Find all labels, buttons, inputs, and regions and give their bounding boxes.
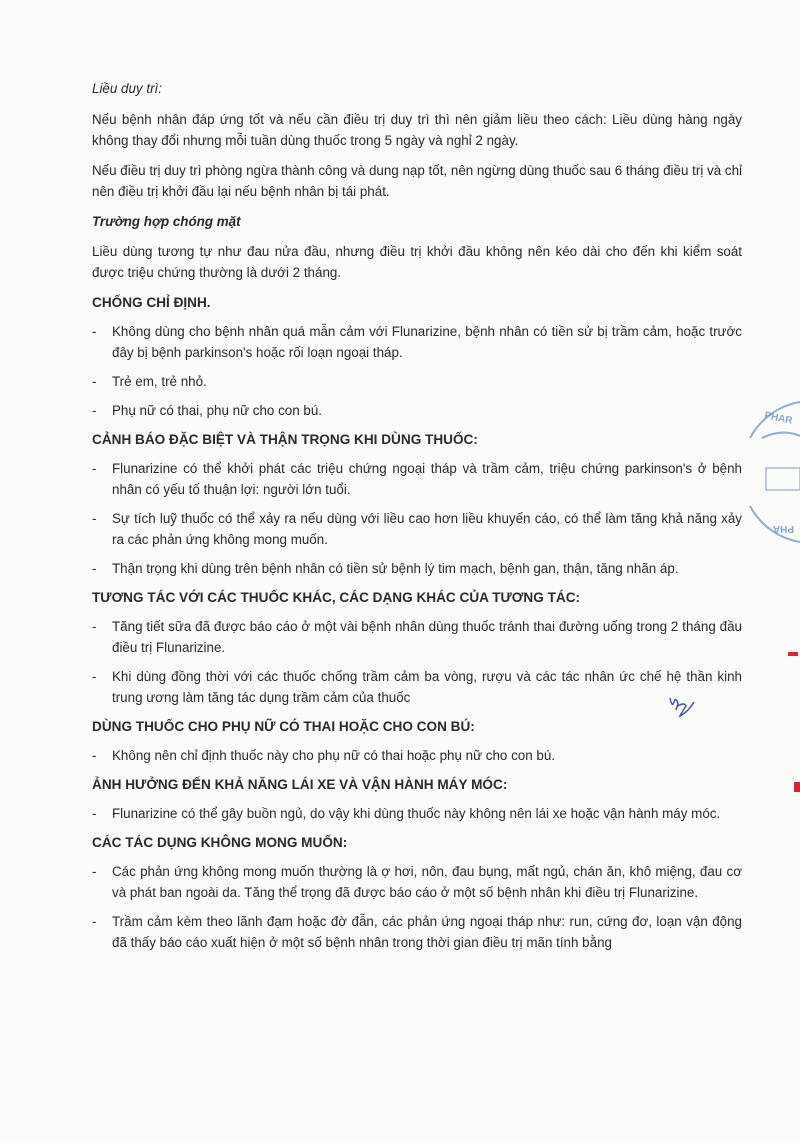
section-heading: CẢNH BÁO ĐẶC BIỆT VÀ THẬN TRỌNG KHI DÙNG THUỐC: <box>92 432 478 447</box>
section-heading: CÁC TÁC DỤNG KHÔNG MONG MUỐN: <box>92 835 348 850</box>
bullet-marker: - <box>92 403 97 418</box>
red-edge-mark <box>794 782 800 792</box>
list-item <box>92 803 742 824</box>
list-item-text: Phụ nữ có thai, phụ nữ cho con bú. <box>112 403 323 418</box>
section-heading: TƯƠNG TÁC VỚI CÁC THUỐC KHÁC, CÁC DẠNG KHÁC CỦA TƯƠNG TÁC: <box>92 590 581 605</box>
list-item-text: Trầm cảm kèm theo lãnh đạm hoặc đờ đẫn, các phản ứng ngoại tháp như: run, cứng đơ, loạn vận động đã thấy báo cáo xuất hiện ở một số bệnh nhân trong thời gian điều trị mãn tính bằng <box>112 914 742 950</box>
stamp-text-top: PHAR <box>763 410 794 427</box>
list-item-text: Khi dùng đồng thời với các thuốc chống trầm cảm ba vòng, rượu và các tác nhân ức chế hệ thần kinh trung ương làm tăng tác dụng trầm cảm của thuốc <box>112 669 742 705</box>
bullet-marker: - <box>92 511 97 526</box>
list-item-text: Flunarizine có thể gây buồn ngủ, do vậy khi dùng thuốc này không nên lái xe hoặc vận hành máy móc. <box>112 806 721 821</box>
red-edge-mark <box>788 652 798 656</box>
bullet-marker: - <box>92 619 97 634</box>
list-item-text: Không dùng cho bệnh nhân quá mẫn cảm với Flunarizine, bệnh nhân có tiền sử bị trầm cảm, hoặc trước đây bị bệnh parkinson's hoặc rối loạn ngoại tháp. <box>112 324 742 360</box>
stamp-text-bottom: PHA <box>772 523 794 534</box>
section-heading: CHỐNG CHỈ ĐỊNH. <box>92 295 211 310</box>
list-item <box>92 861 742 903</box>
subheading: Trường hợp chóng mặt <box>92 214 241 229</box>
bullet-marker: - <box>92 561 97 576</box>
list-item <box>92 458 742 500</box>
handwritten-initials <box>664 692 698 720</box>
list-item <box>92 508 742 550</box>
bullet-marker: - <box>92 748 97 763</box>
subheading: Liều duy trì: <box>92 81 162 96</box>
bullet-marker: - <box>92 374 97 389</box>
list-item-text: Sự tích luỹ thuốc có thể xảy ra nếu dùng với liều cao hơn liều khuyến cáo, có thể làm tăng khả năng xảy ra các phản ứng không mong muốn. <box>112 511 742 547</box>
list-item-text: Thận trọng khi dùng trên bệnh nhân có tiền sử bệnh lý tim mạch, bệnh gan, thận, tăng nhãn áp. <box>112 561 679 576</box>
list-item-text: Flunarizine có thể khởi phát các triệu chứng ngoại tháp và trầm cảm, triệu chứng parkinson's ở bệnh nhân có yếu tố thuận lợi: người lớn tuổi. <box>112 461 742 497</box>
list-item <box>92 371 742 392</box>
paragraph: Nếu bệnh nhân đáp ứng tốt và nếu cần điều trị duy trì thì nên giảm liều theo cách: Liều dùng hàng ngày không thay đổi nhưng mỗi tuần dùng thuốc trong 5 ngày và nghỉ 2 ngày. <box>92 112 742 148</box>
list-item-text: Tăng tiết sữa đã được báo cáo ở một vài bệnh nhân dùng thuốc tránh thai đường uống trong 2 tháng đầu điều trị Flunarizine. <box>112 619 742 655</box>
pharmacy-stamp <box>742 398 800 546</box>
list-item-text: Trẻ em, trẻ nhỏ. <box>112 374 207 389</box>
list-item-text: Các phản ứng không mong muốn thường là ợ hơi, nôn, đau bụng, mất ngủ, chán ăn, khô miệng, đau cơ và phát ban ngoài da. Tăng thể trọng đã được báo cáo ở một số bệnh nhân khi điều trị Flunarizine. <box>112 864 742 900</box>
list-item <box>92 558 742 579</box>
bullet-marker: - <box>92 864 97 879</box>
list-item <box>92 745 742 766</box>
list-item <box>92 616 742 658</box>
paragraph: Nếu điều trị duy trì phòng ngừa thành công và dung nạp tốt, nên ngừng dùng thuốc sau 6 tháng điều trị và chỉ nên điều trị khởi đầu lại nếu bệnh nhân bị tái phát. <box>92 163 742 199</box>
section-heading: DÙNG THUỐC CHO PHỤ NỮ CÓ THAI HOẶC CHO CON BÚ: <box>92 719 475 734</box>
list-item-text: Không nên chỉ định thuốc này cho phụ nữ có thai hoặc phụ nữ cho con bú. <box>112 748 556 763</box>
document-page <box>92 78 742 961</box>
list-item <box>92 911 742 953</box>
list-item <box>92 321 742 363</box>
bullet-marker: - <box>92 806 97 821</box>
bullet-marker: - <box>92 669 97 684</box>
list-item <box>92 666 742 708</box>
bullet-marker: - <box>92 914 97 929</box>
bullet-marker: - <box>92 461 97 476</box>
paragraph: Liều dùng tương tự như đau nửa đầu, nhưng điều trị khởi đầu không nên kéo dài cho đến khi kiểm soát được triệu chứng thường là dưới 2 tháng. <box>92 244 742 280</box>
list-item <box>92 400 742 421</box>
bullet-marker: - <box>92 324 97 339</box>
section-heading: ẢNH HƯỞNG ĐẾN KHẢ NĂNG LÁI XE VÀ VẬN HÀNH MÁY MÓC: <box>92 777 508 792</box>
